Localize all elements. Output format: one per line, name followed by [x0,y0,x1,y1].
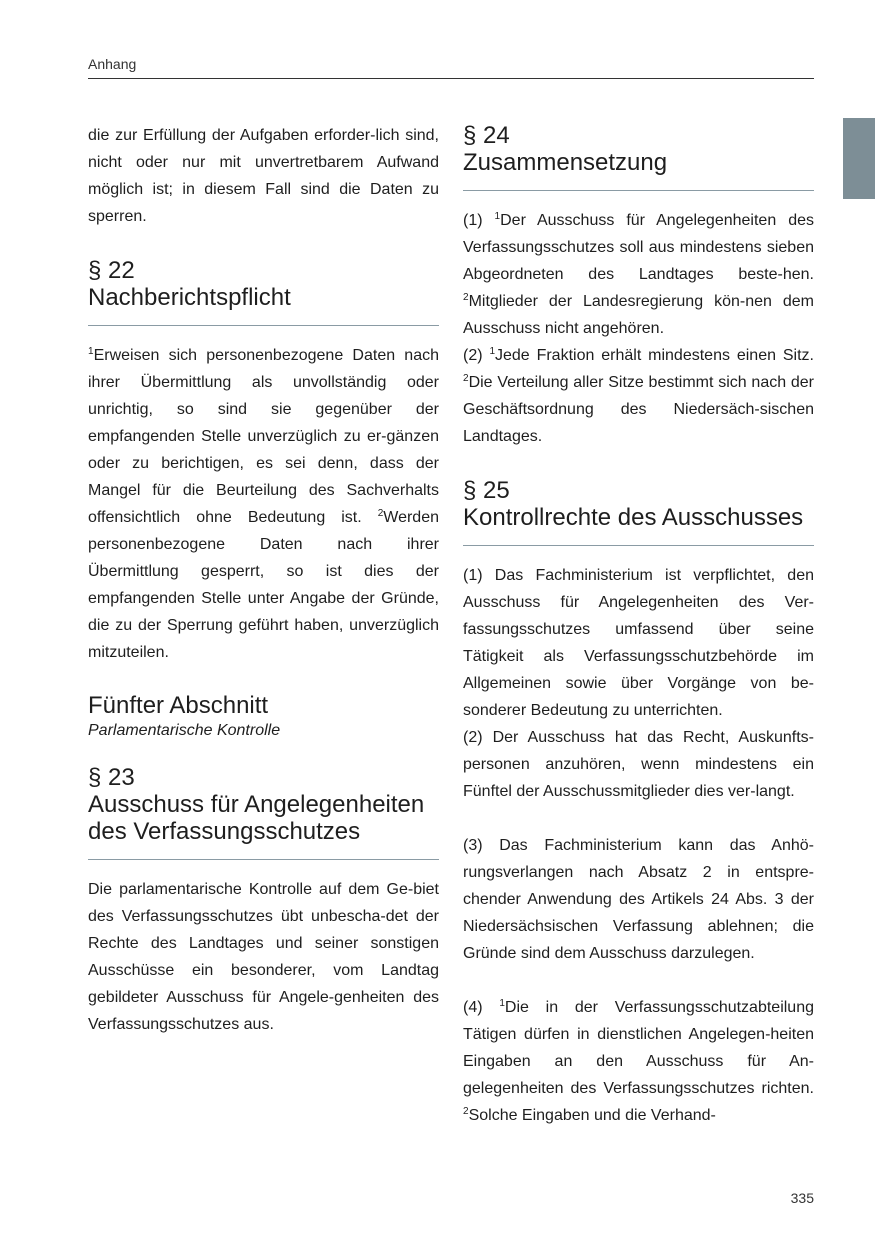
section-25-paragraph-2: (2) Der Ausschuss hat das Recht, Auskunfts-personen anzuhören, wenn mindestens ein Fünftel der Ausschussmitglieder dies ver-langt. [463,729,814,800]
left-column [88,122,439,1038]
footnote-marker: 2 [463,292,469,303]
section-22-text [88,342,439,666]
paragraph-label: (2) [463,347,490,364]
paragraph-sentence: Jede Fraktion erhält mindestens einen Sitz. [495,347,815,364]
chapter-title: Fünfter Abschnitt [88,692,269,719]
section-22-sentence-2: Werden personenbezogene Daten nach ihrer Übermittlung gesperrt, so ist dies der empfangenden Stelle unter Angabe der Gründe, die zu der Sperrung geführt haben, unverzüglich mitzuteilen. [88,509,439,661]
chapter-subtitle: Parlamentarische Kontrolle [88,722,281,739]
section-24-paragraph-1 [463,207,814,342]
section-22-sentence-1: Erweisen sich personenbezogene Daten nach ihrer Übermittlung als unvollständig oder unrichtig, so sind sie gegenüber der empfangenden Stelle unverzüglich zu er-gänzen oder zu berichtigen, es sei denn, dass der Mangel für die Beurteilung des Sachverhalts offensichtlich ohne Bedeutung ist. [88,347,439,526]
page-number: 335 [790,1190,814,1206]
section-24-number: § 24 [463,122,510,149]
section-24-paragraph-2 [463,342,814,450]
section-25-title: Kontrollrechte des Ausschusses [463,504,804,531]
paragraph-sentence: Der Ausschuss für Angelegenheiten des Verfassungsschutzes soll aus mindestens sieben Abgeordneten des Landtages beste-hen. [463,212,815,283]
section-22-rule [88,325,439,326]
right-column [463,122,814,1129]
section-23-title-line2: des Verfassungsschutzes [88,818,361,845]
footnote-marker: 2 [463,373,469,384]
footnote-marker: 1 [499,998,505,1009]
paragraph-sentence: Solche Eingaben und die Verhand- [468,1107,716,1124]
section-23-text: Die parlamentarische Kontrolle auf dem Ge-biet des Verfassungsschutzes übt unbescha-det der Rechte des Landtages und seiner sonstigen Ausschüsse ein besonderer, vom Landtag gebildeter Ausschuss für Angele-genheiten des Verfassungsschutzes aus. [88,881,439,1033]
section-23-title-line1: Ausschuss für Angelegenheiten [88,791,425,818]
section-25-rule [463,545,814,546]
footnote-marker: 1 [494,211,501,222]
section-25-paragraph-4 [463,994,814,1129]
section-24-rule [463,190,814,191]
section-25-paragraph-1: (1) Das Fachministerium ist verpflichtet, den Ausschuss für Angelegenheiten des Ver-fassungsschutzes umfassend über seine Tätigkeit als Verfassungsschutzbehörde im Allgemeinen sowie über Vorgänge von be-sonderer Bedeutung zu unterrichten. [463,567,814,719]
paragraph-sentence: Die in der Verfassungsschutzabteilung Tätigen dürfen in dienstlichen Angelegen-heiten Eingaben an den Ausschuss für An-gelegenheiten des Verfassungsschutzes richten. [463,999,815,1097]
section-23-number: § 23 [88,764,135,791]
paragraph-label: (4) [463,999,500,1016]
section-22-number: § 22 [88,257,135,284]
section-22-title: Nachberichtspflicht [88,284,291,311]
section-23-rule [88,859,439,860]
section-24-title: Zusammensetzung [463,149,668,176]
footnote-marker: 2 [463,1106,469,1117]
running-header [88,56,814,79]
running-title: Anhang [88,56,137,72]
footnote-marker: 1 [489,346,495,357]
chapter-thumb-tab [843,118,875,199]
intro-paragraph: die zur Erfüllung der Aufgaben erforder-lich sind, nicht oder nur mit unvertretbarem Aufwand möglich ist; in diesem Fall sind die Daten zu sperren. [88,127,439,225]
section-25-paragraph-3: (3) Das Fachministerium kann das Anhö-rungsverlangen nach Absatz 2 in entspre-chender Anwendung des Artikels 24 Abs. 3 der Niedersächsischen Verfassung ablehnen; die Gründe sind dem Ausschuss darzulegen. [463,837,814,962]
paragraph-sentence: Mitglieder der Landesregierung kön-nen dem Ausschuss nicht angehören. [463,293,814,337]
section-25-number: § 25 [463,477,510,504]
footnote-marker: 1 [88,346,94,357]
paragraph-label: (1) [463,212,495,229]
paragraph-sentence: Die Verteilung aller Sitze bestimmt sich nach der Geschäftsordnung des Niedersäch-sischen Landtages. [463,374,814,445]
footnote-marker: 2 [377,508,384,519]
